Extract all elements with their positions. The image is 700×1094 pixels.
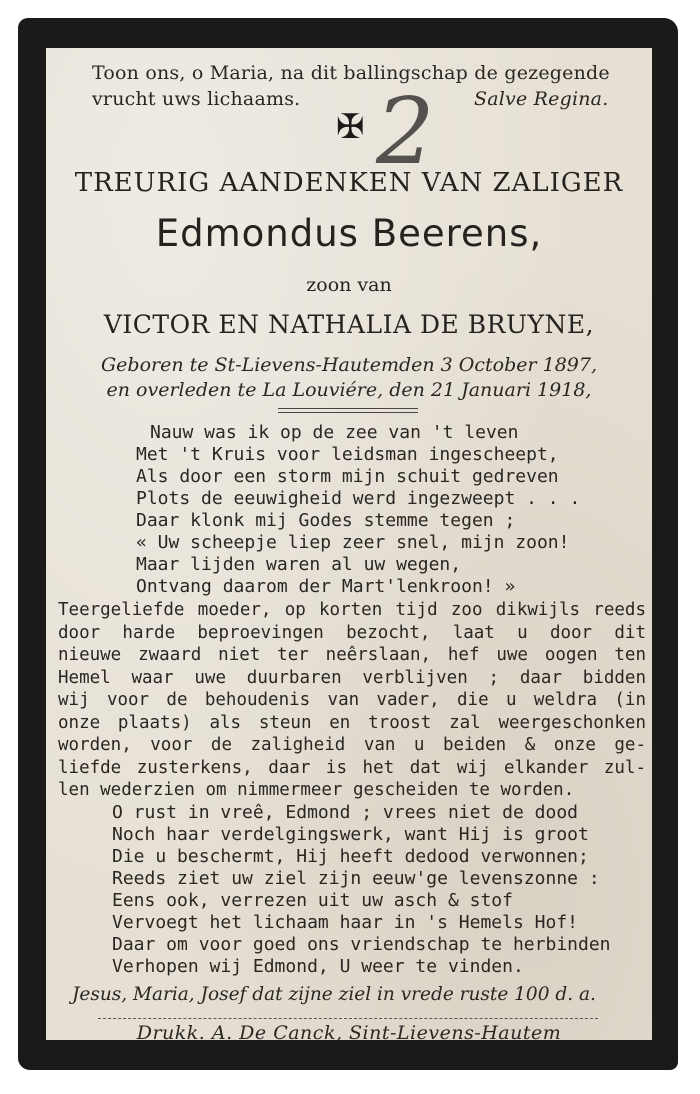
poem-stanza-2: [112, 802, 611, 978]
poem-line: Daar klonk mij Godes stemme tegen ;: [136, 510, 516, 531]
poem-line: Nauw was ik op de zee van 't leven: [150, 422, 519, 443]
paragraph-line: onze plaats) als steun en troost zal weergeschonken: [58, 712, 646, 733]
paragraph-line: worden, voor de zaligheid van u beiden & onze ge-: [58, 735, 646, 755]
paragraph-line: Teergeliefde moeder, op korten tijd zoo dikwijls reeds: [58, 600, 646, 620]
paragraph-line: liefde zusterkens, daar is het dat wij elkander zul-: [58, 757, 646, 778]
death-line: en overleden te La Louviére, den 21 Januari 1918,: [106, 379, 592, 401]
son-of-label: zoon van: [306, 274, 392, 296]
poem-line: Vervoegt het lichaam haar in 's Hemels Hof!: [112, 912, 578, 933]
poem-line: Als door een storm mijn schuit gedreven: [136, 466, 559, 487]
poem-line: Ontvang daarom der Mart'lenkroon! »: [136, 576, 516, 597]
poem-line: Daar om voor goed ons vriendschap te herbinden: [112, 934, 611, 955]
divider: [278, 412, 418, 413]
header-prayer-line-1: Toon ons, o Maria, na dit ballingschap de gezegende: [92, 62, 610, 84]
consolation-paragraph: [58, 599, 646, 802]
birth-line: Geboren te St-Lievens-Hautemden 3 October 1897,: [101, 354, 597, 376]
poem-line: O rust in vreê, Edmond ; vrees niet de dood: [112, 802, 578, 823]
header-prayer-source: Salve Regina.: [474, 88, 609, 110]
poem-line: « Uw scheepje liep zeer snel, mijn zoon!: [136, 532, 570, 553]
paragraph-line: wij voor de behoudenis van vader, die u weldra (in: [58, 690, 646, 710]
header-prayer-line-2: vrucht uws lichaams.: [92, 88, 301, 110]
handwritten-number: 2: [376, 78, 435, 185]
paragraph-line: Hemel waar uwe duurbaren verblijven ; daar bidden: [58, 667, 646, 688]
poem-line: Eens ook, verrezen uit uw asch & stof: [112, 890, 513, 911]
cross-icon: ✠: [336, 107, 365, 147]
parents-names: VICTOR EN NATHALIA DE BRUYNE,: [103, 310, 595, 339]
closing-prayer: Jesus, Maria, Josef dat zijne ziel in vrede ruste 100 d. a.: [72, 984, 596, 1005]
divider: [278, 408, 418, 409]
footer-divider: [98, 1018, 598, 1019]
paragraph-line: len wederzien om nimmermeer gescheiden te worden.: [58, 780, 575, 800]
poem-line: Verhopen wij Edmond, U weer te vinden.: [112, 956, 524, 977]
deceased-name: Edmondus Beerens,: [155, 212, 543, 255]
paragraph-line: door harde beproevingen bezocht, laat u door dit: [58, 622, 646, 643]
memorial-heading: TREURIG AANDENKEN VAN ZALIGER: [74, 168, 624, 198]
poem-stanza-1: [136, 422, 580, 598]
printer-credit: Drukk. A. De Canck, Sint-Lievens-Hautem: [136, 1022, 562, 1044]
poem-line: Reeds ziet uw ziel zijn eeuw'ge levenszonne :: [112, 868, 600, 889]
poem-line: Maar lijden waren al uw wegen,: [136, 554, 462, 575]
memorial-card-paper: [46, 48, 652, 1044]
paragraph-line: nieuwe zwaard niet ter neêrslaan, hef uwe oogen ten: [58, 645, 646, 665]
poem-line: Plots de eeuwigheid werd ingezweept . . .: [136, 488, 581, 509]
poem-line: Die u beschermt, Hij heeft dedood verwonnen;: [112, 846, 589, 867]
poem-line: Met 't Kruis voor leidsman ingescheept,: [136, 444, 559, 465]
poem-line: Noch haar verdelgingswerk, want Hij is groot: [112, 824, 589, 845]
